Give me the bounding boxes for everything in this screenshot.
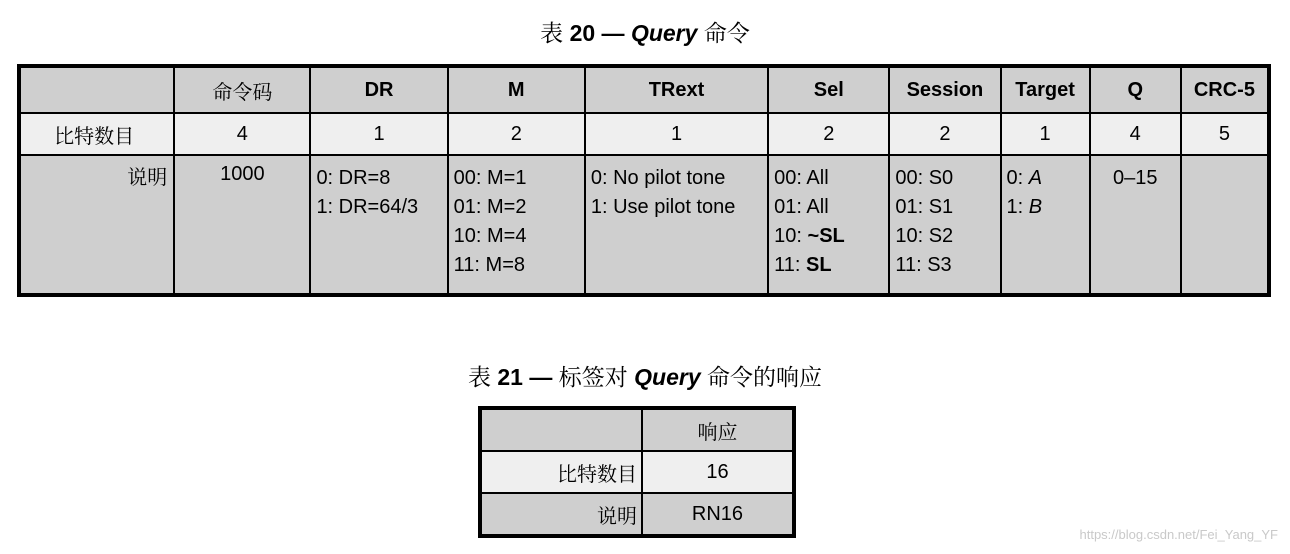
bits-cell-response: 16 [642,451,794,493]
desc-line: 10: S2 [895,225,954,247]
caption-mid: 标签对 [558,364,628,390]
bits-cell-dr: 1 [310,113,447,155]
desc-line: 10: M=4 [453,225,527,247]
description-row-label: 说明 [19,155,174,295]
header-cell-command-code: 命令码 [174,66,310,113]
query-command-table [17,64,1271,297]
table-20-caption [0,20,1290,46]
bits-row [480,451,794,493]
desc-line-italic-value: A [1028,167,1043,189]
desc-line-bold-value: ~SL [807,225,845,247]
caption-command-name: Query [630,20,698,46]
caption-suffix: 命令 [703,20,750,46]
desc-cell-trext [585,155,768,295]
desc-line: 11: S3 [895,254,952,276]
header-cell-m: M [448,66,585,113]
header-row [480,408,794,451]
header-cell-response: 响应 [642,408,794,451]
bits-cell-sel: 2 [768,113,889,155]
caption-number: 21 — [497,364,553,390]
caption-prefix: 表 [467,364,491,390]
desc-line-bold-value: SL [806,254,832,276]
watermark-text: https://blog.csdn.net/Fei_Yang_YF [1079,527,1278,542]
desc-line [1007,193,1089,222]
desc-line: 1: Use pilot tone [590,196,736,218]
desc-line: 00: All [774,167,829,189]
desc-line: 00: M=1 [453,167,527,189]
caption-prefix: 表 [540,20,564,46]
desc-line-prefix: 1: [1006,196,1029,218]
bits-cell-m: 2 [448,113,585,155]
bits-cell-q: 4 [1090,113,1181,155]
header-cell-trext: TRext [585,66,768,113]
description-row-label: 说明 [480,493,642,536]
header-cell-sel: Sel [768,66,889,113]
desc-line: 00: S0 [895,167,954,189]
bits-row-label: 比特数目 [480,451,642,493]
bits-cell-trext: 1 [585,113,768,155]
header-cell-target: Target [1001,66,1090,113]
header-cell-empty [19,66,174,113]
description-row [19,155,1269,295]
desc-line: 01: M=2 [453,196,527,218]
desc-cell-target [1001,155,1090,295]
caption-command-name: Query [634,364,701,390]
query-response-table [478,406,796,538]
desc-line: 01: S1 [895,196,954,218]
header-cell-crc5: CRC-5 [1181,66,1269,113]
header-cell-session: Session [889,66,1000,113]
table-21-caption [0,364,1290,390]
desc-line-prefix: 10: [774,225,808,247]
desc-cell-q: 0–15 [1090,155,1181,295]
header-cell-q: Q [1090,66,1181,113]
desc-cell-m [448,155,585,295]
bits-row-label: 比特数目 [19,113,174,155]
desc-line [774,222,888,251]
desc-line: 0: DR=8 [316,167,391,189]
desc-cell-sel [768,155,889,295]
caption-suffix: 命令的响应 [707,364,823,390]
bits-cell-crc5: 5 [1181,113,1269,155]
desc-cell-response: RN16 [642,493,794,536]
bits-row [19,113,1269,155]
bits-cell-session: 2 [889,113,1000,155]
header-cell-empty [480,408,642,451]
header-cell-dr: DR [310,66,447,113]
description-row [480,493,794,536]
desc-line: 11: M=8 [453,254,525,276]
desc-line: 1: DR=64/3 [316,196,419,218]
desc-cell-crc5 [1181,155,1269,295]
desc-line [1007,164,1089,193]
desc-line: 0: No pilot tone [590,167,726,189]
desc-cell-dr [310,155,447,295]
caption-number: 20 — [569,20,625,46]
desc-line: 01: All [774,196,829,218]
desc-cell-session [889,155,1000,295]
desc-cell-command-code: 1000 [174,155,310,295]
header-row [19,66,1269,113]
bits-cell-command-code: 4 [174,113,310,155]
desc-line-italic-value: B [1028,196,1043,218]
desc-line [774,251,888,280]
bits-cell-target: 1 [1001,113,1090,155]
desc-line-prefix: 0: [1006,167,1029,189]
desc-line-prefix: 11: [774,254,807,276]
